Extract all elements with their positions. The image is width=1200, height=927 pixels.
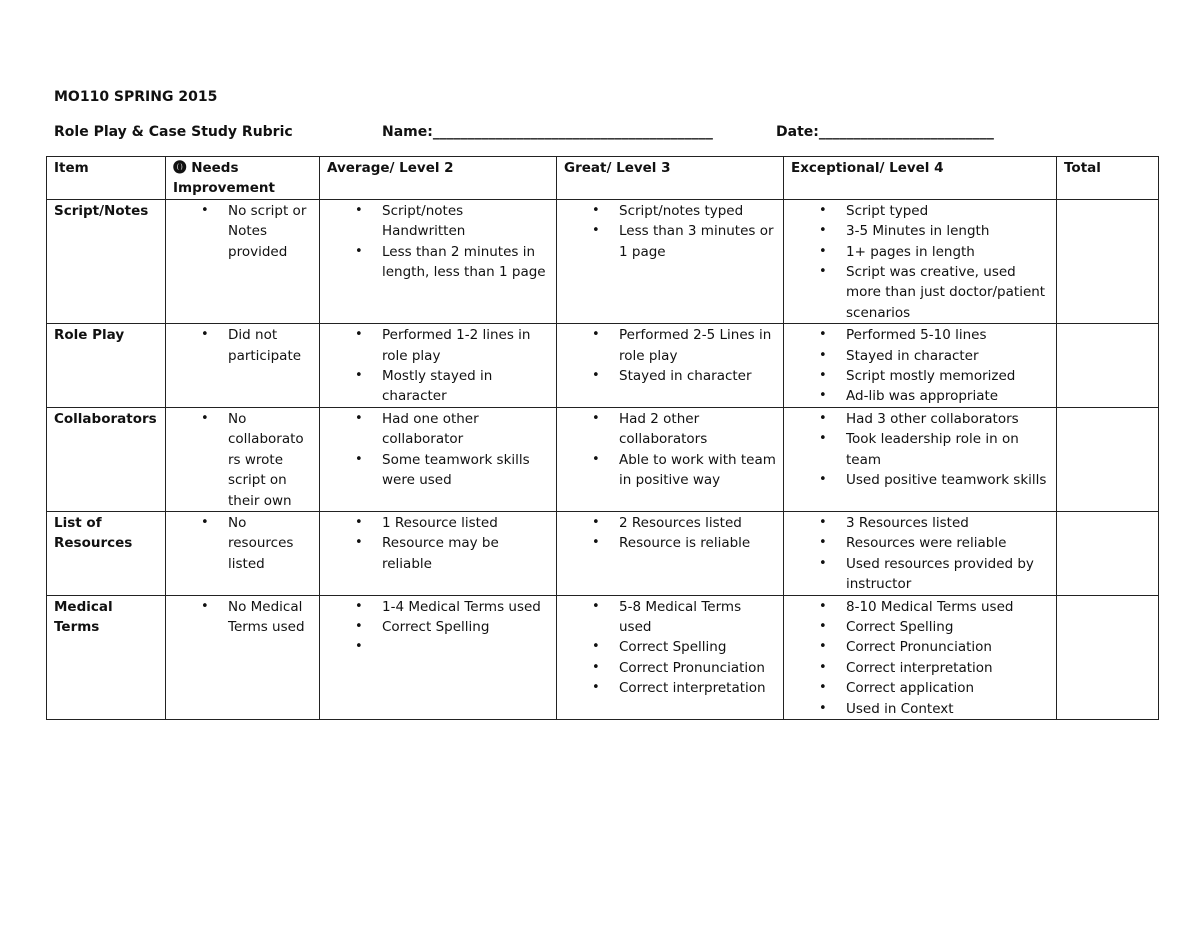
total-cell[interactable] [1057, 595, 1159, 719]
criteria-item: • Resource may be reliable [327, 533, 550, 574]
criteria-cell-exceptional [784, 595, 1057, 719]
criteria-list [564, 597, 777, 699]
criteria-item: • No Medical Terms used [173, 597, 313, 638]
criteria-item: • Correct Spelling [791, 617, 1050, 637]
criteria-item: • No script or Notes provided [173, 201, 313, 262]
criteria-item: • Had 3 other collaborators [791, 409, 1050, 429]
criteria-item: • 1-4 Medical Terms used [327, 597, 550, 617]
criteria-list [564, 325, 777, 386]
criteria-item: • Ad-lib was appropriate [791, 386, 1050, 406]
criteria-item: • Did not participate [173, 325, 313, 366]
criteria-item: • Used in Context [791, 699, 1050, 719]
row-label: Collaborators [47, 407, 166, 511]
col-header-great: Great/ Level 3 [557, 157, 784, 200]
criteria-list [791, 409, 1050, 491]
col-header-average: Average/ Level 2 [320, 157, 557, 200]
criteria-cell-needs [166, 407, 320, 511]
criteria-cell-average [320, 595, 557, 719]
criteria-list [173, 513, 313, 574]
col-header-item: Item [47, 157, 166, 200]
criteria-item: • Script typed [791, 201, 1050, 221]
criteria-item: • Correct Pronunciation [791, 637, 1050, 657]
table-row [47, 407, 1159, 511]
criteria-item: • Script was creative, used more than just doctor/patient scenarios [791, 262, 1050, 323]
criteria-item [327, 637, 550, 657]
criteria-item: • Used positive teamwork skills [791, 470, 1050, 490]
criteria-item: • 2 Resources listed [564, 513, 777, 533]
criteria-item: • No collaborato rs wrote script on their own [173, 409, 313, 511]
criteria-list [564, 513, 777, 554]
criteria-item: • Performed 1-2 lines in role play [327, 325, 550, 366]
rubric-table [46, 156, 1159, 720]
criteria-cell-needs [166, 324, 320, 408]
criteria-item: • Less than 2 minutes in length, less than 1 page [327, 242, 550, 283]
criteria-list [173, 201, 313, 262]
criteria-item: • 3 Resources listed [791, 513, 1050, 533]
criteria-cell-exceptional [784, 199, 1057, 323]
table-row [47, 595, 1159, 719]
criteria-list [564, 201, 777, 262]
criteria-list [327, 409, 550, 491]
criteria-cell-needs [166, 595, 320, 719]
criteria-list [173, 325, 313, 366]
criteria-item: • Took leadership role in on team [791, 429, 1050, 470]
criteria-cell-great [557, 199, 784, 323]
row-label: List of Resources [47, 511, 166, 595]
criteria-cell-exceptional [784, 511, 1057, 595]
row-label: Role Play [47, 324, 166, 408]
criteria-cell-needs [166, 511, 320, 595]
criteria-item: • Had 2 other collaborators [564, 409, 777, 450]
criteria-item: • Script/notes typed [564, 201, 777, 221]
criteria-cell-average [320, 407, 557, 511]
criteria-cell-great [557, 511, 784, 595]
criteria-cell-exceptional [784, 324, 1057, 408]
row-label: Medical Terms [47, 595, 166, 719]
criteria-item: • No resources listed [173, 513, 313, 574]
criteria-item: • Some teamwork skills were used [327, 450, 550, 491]
criteria-item: • Able to work with team in positive way [564, 450, 777, 491]
criteria-item: • 5-8 Medical Terms used [564, 597, 777, 638]
col-header-exceptional: Exceptional/ Level 4 [784, 157, 1057, 200]
table-row [47, 324, 1159, 408]
criteria-item: • Correct Spelling [564, 637, 777, 657]
criteria-item: • Correct application [791, 678, 1050, 698]
criteria-list [327, 325, 550, 407]
criteria-item: • Stayed in character [564, 366, 777, 386]
criteria-list [791, 201, 1050, 323]
criteria-cell-needs [166, 199, 320, 323]
course-title: MO110 SPRING 2015 [54, 89, 218, 105]
criteria-item: • Performed 2-5 Lines in role play [564, 325, 777, 366]
criteria-cell-average [320, 199, 557, 323]
header-row [47, 157, 1159, 200]
criteria-item: • Correct Spelling [327, 617, 550, 637]
criteria-item: • Used resources provided by instructor [791, 554, 1050, 595]
criteria-item: • Resources were reliable [791, 533, 1050, 553]
criteria-list [173, 597, 313, 638]
criteria-item: • Mostly stayed in character [327, 366, 550, 407]
table-row [47, 199, 1159, 323]
criteria-cell-average [320, 511, 557, 595]
criteria-cell-exceptional [784, 407, 1057, 511]
criteria-item: • Resource is reliable [564, 533, 777, 553]
criteria-list [173, 409, 313, 511]
criteria-item: • 1+ pages in length [791, 242, 1050, 262]
total-cell[interactable] [1057, 324, 1159, 408]
criteria-cell-great [557, 324, 784, 408]
criteria-list [564, 409, 777, 491]
criteria-item: • Correct interpretation [791, 658, 1050, 678]
total-cell[interactable] [1057, 511, 1159, 595]
criteria-item: • Had one other collaborator [327, 409, 550, 450]
criteria-item: • Correct Pronunciation [564, 658, 777, 678]
criteria-item: • Stayed in character [791, 346, 1050, 366]
criteria-item: • Script/notes Handwritten [327, 201, 550, 242]
criteria-item: • 8-10 Medical Terms used [791, 597, 1050, 617]
table-row [47, 511, 1159, 595]
criteria-list [327, 597, 550, 658]
criteria-item: • 3-5 Minutes in length [791, 221, 1050, 241]
criteria-cell-great [557, 595, 784, 719]
rubric-title: Role Play & Case Study Rubric [54, 124, 293, 140]
criteria-list [791, 325, 1050, 407]
name-field[interactable]: Name:________________________________________ [382, 124, 713, 140]
total-cell[interactable] [1057, 199, 1159, 323]
criteria-list [791, 513, 1050, 595]
criteria-item: • 1 Resource listed [327, 513, 550, 533]
criteria-item: • Script mostly memorized [791, 366, 1050, 386]
criteria-item: • Correct interpretation [564, 678, 777, 698]
criteria-list [327, 201, 550, 283]
criteria-list [791, 597, 1050, 719]
criteria-item: • Performed 5-10 lines [791, 325, 1050, 345]
row-label: Script/Notes [47, 199, 166, 323]
date-field[interactable]: Date:_________________________ [776, 124, 994, 140]
criteria-cell-great [557, 407, 784, 511]
criteria-item: • Less than 3 minutes or 1 page [564, 221, 777, 262]
criteria-list [327, 513, 550, 574]
col-header-total: Total [1057, 157, 1159, 200]
col-header-needs-improvement: ⓿ Needs Improvement [166, 157, 320, 200]
criteria-cell-average [320, 324, 557, 408]
total-cell[interactable] [1057, 407, 1159, 511]
